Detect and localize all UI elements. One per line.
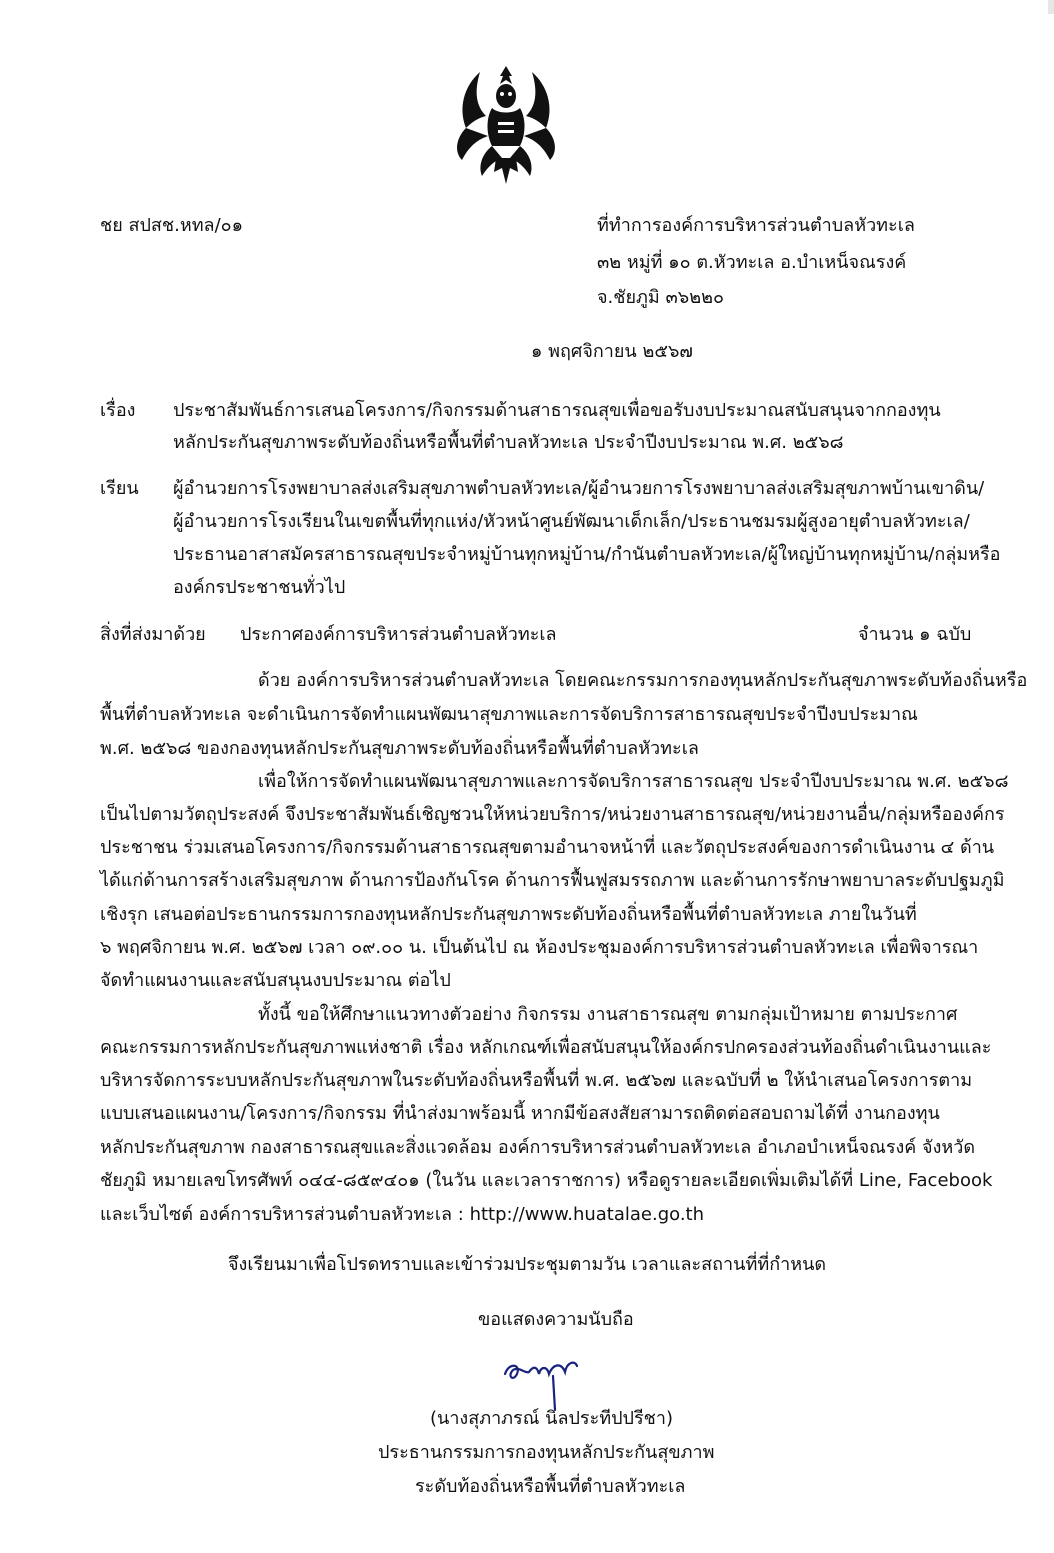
closing-regards: ขอแสดงความนับถือ [478, 1309, 634, 1330]
recipient-line: ผู้อำนวยการโรงพยาบาลส่งเสริมสุขภาพตำบลหัวทะเล/ผู้อำนวยการโรงพยาบาลส่งเสริมสุขภาพบ้านเขาดิน/ [173, 478, 985, 499]
signatory-title: ระดับท้องถิ่นหรือพื้นที่ตำบลหัวทะเล [415, 1476, 686, 1497]
office-address-line: ๓๒ หมู่ที่ ๑๐ ต.หัวทะเล อ.บำเหน็จณรงค์ [597, 252, 907, 273]
body-line: จัดทำแผนงานและสนับสนุนงบประมาณ ต่อไป [100, 970, 451, 991]
scan-edge-mark [1048, 0, 1054, 14]
body-line: ชัยภูมิ หมายเลขโทรศัพท์ ๐๔๔-๘๕๙๔๐๑ (ในวัน และเวลาราชการ) หรือดูรายละเอียดเพิ่มเติมได้ที่ Line, Facebook [100, 1170, 993, 1191]
recipient-label: เรียน [100, 478, 139, 499]
body-line: เพื่อให้การจัดทำแผนพัฒนาสุขภาพและการจัดบริการสาธารณสุข ประจำปีงบประมาณ พ.ศ. ๒๕๖๘ [258, 771, 1009, 792]
letter-date: ๑ พฤศจิกายน ๒๕๖๗ [531, 341, 693, 362]
body-line: บริหารจัดการระบบหลักประกันสุขภาพในระดับท้องถิ่นหรือพื้นที่ พ.ศ. ๒๕๖๗ และฉบับที่ ๒ ให้นำเสนอโครงการตาม [100, 1070, 973, 1091]
body-line: ประชาชน ร่วมเสนอโครงการ/กิจกรรมด้านสาธารณสุขตามอำนาจหน้าที่ และวัตถุประสงค์ของการดำเนินงาน ๔ ด้าน [100, 837, 995, 858]
body-line: ๖ พฤศจิกายน พ.ศ. ๒๕๖๗ เวลา ๐๙.๐๐ น. เป็นต้นไป ณ ห้องประชุมองค์การบริหารส่วนตำบลหัวทะเล เพื่อพิจารณา [100, 937, 979, 958]
recipient-line: ประธานอาสาสมัครสาธารณสุขประจำหมู่บ้านทุกหมู่บ้าน/กำนันตำบลหัวทะเล/ผู้ใหญ่บ้านทุกหมู่บ้าน/กลุ่มหรือ [173, 544, 1001, 565]
garuda-emblem [452, 62, 560, 190]
recipient-line: ผู้อำนวยการโรงเรียนในเขตพื้นที่ทุกแห่ง/หัวหน้าศูนย์พัฒนาเด็กเล็ก/ประธานชมรมผู้สูงอายุตำบลหัวทะเล/ [173, 511, 970, 532]
office-address-line: ที่ทำการองค์การบริหารส่วนตำบลหัวทะเล [597, 215, 915, 236]
reference-number: ชย สปสช.หทล/๐๑ [100, 215, 244, 236]
body-line: หลักประกันสุขภาพ กองสาธารณสุขและสิ่งแวดล้อม องค์การบริหารส่วนตำบลหัวทะเล อำเภอบำเหน็จณรงค์ จังหวัด [100, 1137, 976, 1158]
signatory-title: ประธานกรรมการกองทุนหลักประกันสุขภาพ [378, 1442, 715, 1463]
body-line: ทั้งนี้ ขอให้ศึกษาแนวทางตัวอย่าง กิจกรรม งานสาธารณสุข ตามกลุ่มเป้าหมาย ตามประกาศ [258, 1004, 958, 1025]
body-line: เป็นไปตามวัตถุประสงค์ จึงประชาสัมพันธ์เชิญชวนให้หน่วยบริการ/หน่วยงานสาธารณสุข/หน่วยงานอื่น/กลุ่มหรือองค์กร [100, 804, 1005, 825]
office-address-line: จ.ชัยภูมิ ๓๖๒๒๐ [597, 287, 724, 308]
signatory-name: (นางสุภาภรณ์ นิลประทีปปรีชา) [430, 1408, 673, 1429]
subject-label: เรื่อง [100, 400, 136, 421]
body-line: เชิงรุก เสนอต่อประธานกรรมการกองทุนหลักประกันสุขภาพระดับท้องถิ่นหรือพื้นที่ตำบลหัวทะเล ภายในวันที่ [100, 904, 917, 925]
enclosure-count: จำนวน ๑ ฉบับ [858, 624, 972, 645]
handwritten-signature [495, 1352, 585, 1412]
body-line: พ.ศ. ๒๕๖๘ ของกองทุนหลักประกันสุขภาพระดับท้องถิ่นหรือพื้นที่ตำบลหัวทะเล [100, 738, 699, 759]
subject-line: หลักประกันสุขภาพระดับท้องถิ่นหรือพื้นที่ตำบลหัวทะเล ประจำปีงบประมาณ พ.ศ. ๒๕๖๘ [173, 432, 844, 453]
body-line: คณะกรรมการหลักประกันสุขภาพแห่งชาติ เรื่อง หลักเกณฑ์เพื่อสนับสนุนให้องค์กรปกครองส่วนท้องถิ่นดำเนินงานและ [100, 1037, 992, 1058]
enclosure-item: ประกาศองค์การบริหารส่วนตำบลหัวทะเล [240, 624, 557, 645]
body-line: ได้แก่ด้านการสร้างเสริมสุขภาพ ด้านการป้องกันโรค ด้านการฟื้นฟูสมรรถภาพ และด้านการรักษาพยาบาลระดับปฐมภูมิ [100, 870, 1005, 891]
enclosure-label: สิ่งที่ส่งมาด้วย [100, 624, 206, 645]
body-line: พื้นที่ตำบลหัวทะเล จะดำเนินการจัดทำแผนพัฒนาสุขภาพและการจัดบริการสาธารณสุขประจำปีงบประมาณ [100, 704, 918, 725]
subject-line: ประชาสัมพันธ์การเสนอโครงการ/กิจกรรมด้านสาธารณสุขเพื่อขอรับงบประมาณสนับสนุนจากกองทุน [173, 400, 941, 421]
body-line: ด้วย องค์การบริหารส่วนตำบลหัวทะเล โดยคณะกรรมการกองทุนหลักประกันสุขภาพระดับท้องถิ่นหรือ [258, 670, 1028, 691]
website-line: และเว็บไซต์ องค์การบริหารส่วนตำบลหัวทะเล : http://www.huatalae.go.th [100, 1204, 705, 1225]
closing-request: จึงเรียนมาเพื่อโปรดทราบและเข้าร่วมประชุมตามวัน เวลาและสถานที่ที่กำหนด [228, 1254, 827, 1275]
recipient-line: องค์กรประชาชนทั่วไป [173, 577, 346, 598]
body-line: แบบเสนอแผนงาน/โครงการ/กิจกรรม ที่นำส่งมาพร้อมนี้ หากมีข้อสงสัยสามารถติดต่อสอบถามได้ที่ งานกองทุน [100, 1103, 940, 1124]
